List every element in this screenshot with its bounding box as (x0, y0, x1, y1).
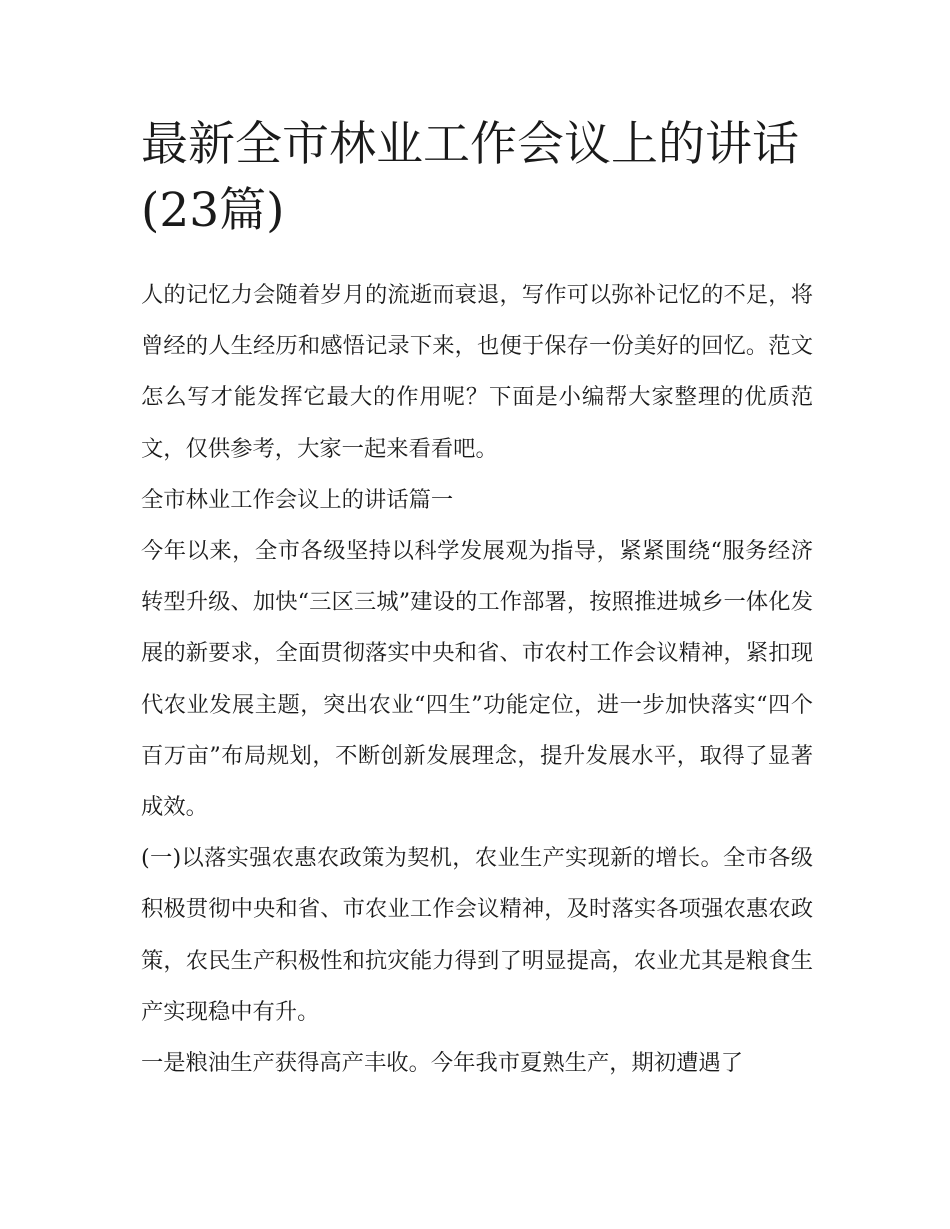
intro-paragraph: 人的记忆力会随着岁月的流逝而衰退，写作可以弥补记忆的不足，将曾经的人生经历和感悟记录下来，也便于保存一份美好的回忆。范文怎么写才能发挥它最大的作用呢？下面是小编帮大家整理的优质范文，仅供参考，大家一起来看看吧。 (141, 282, 813, 462)
document-body (141, 270, 813, 1089)
document-title: 最新全市林业工作会议上的讲话(23篇) (141, 117, 799, 238)
body-paragraph: 今年以来，全市各级坚持以科学发展观为指导，紧紧围绕“服务经济转型升级、加快“三区三城”建设的工作部署，按照推进城乡一体化发展的新要求，全面贯彻落实中央和省、市农村工作会议精神，紧扣现代农业发展主题，突出农业“四生”功能定位，进一步加快落实“四个百万亩”布局规划，不断创新发展理念，提升发展水平，取得了显著成效。 (141, 538, 813, 821)
document-page (141, 112, 813, 1089)
body-paragraph: (一)以落实强农惠农政策为契机，农业生产实现新的增长。全市各级积极贯彻中央和省、市农业工作会议精神，及时落实各项强农惠农政策，农民生产积极性和抗灾能力得到了明显提高，农业尤其是粮食生产实现稳中有升。 (141, 845, 813, 1025)
section-heading: 全市林业工作会议上的讲话篇一 (141, 486, 454, 513)
body-paragraph: 一是粮油生产获得高产丰收。今年我市夏熟生产，期初遭遇了 (141, 1050, 744, 1077)
